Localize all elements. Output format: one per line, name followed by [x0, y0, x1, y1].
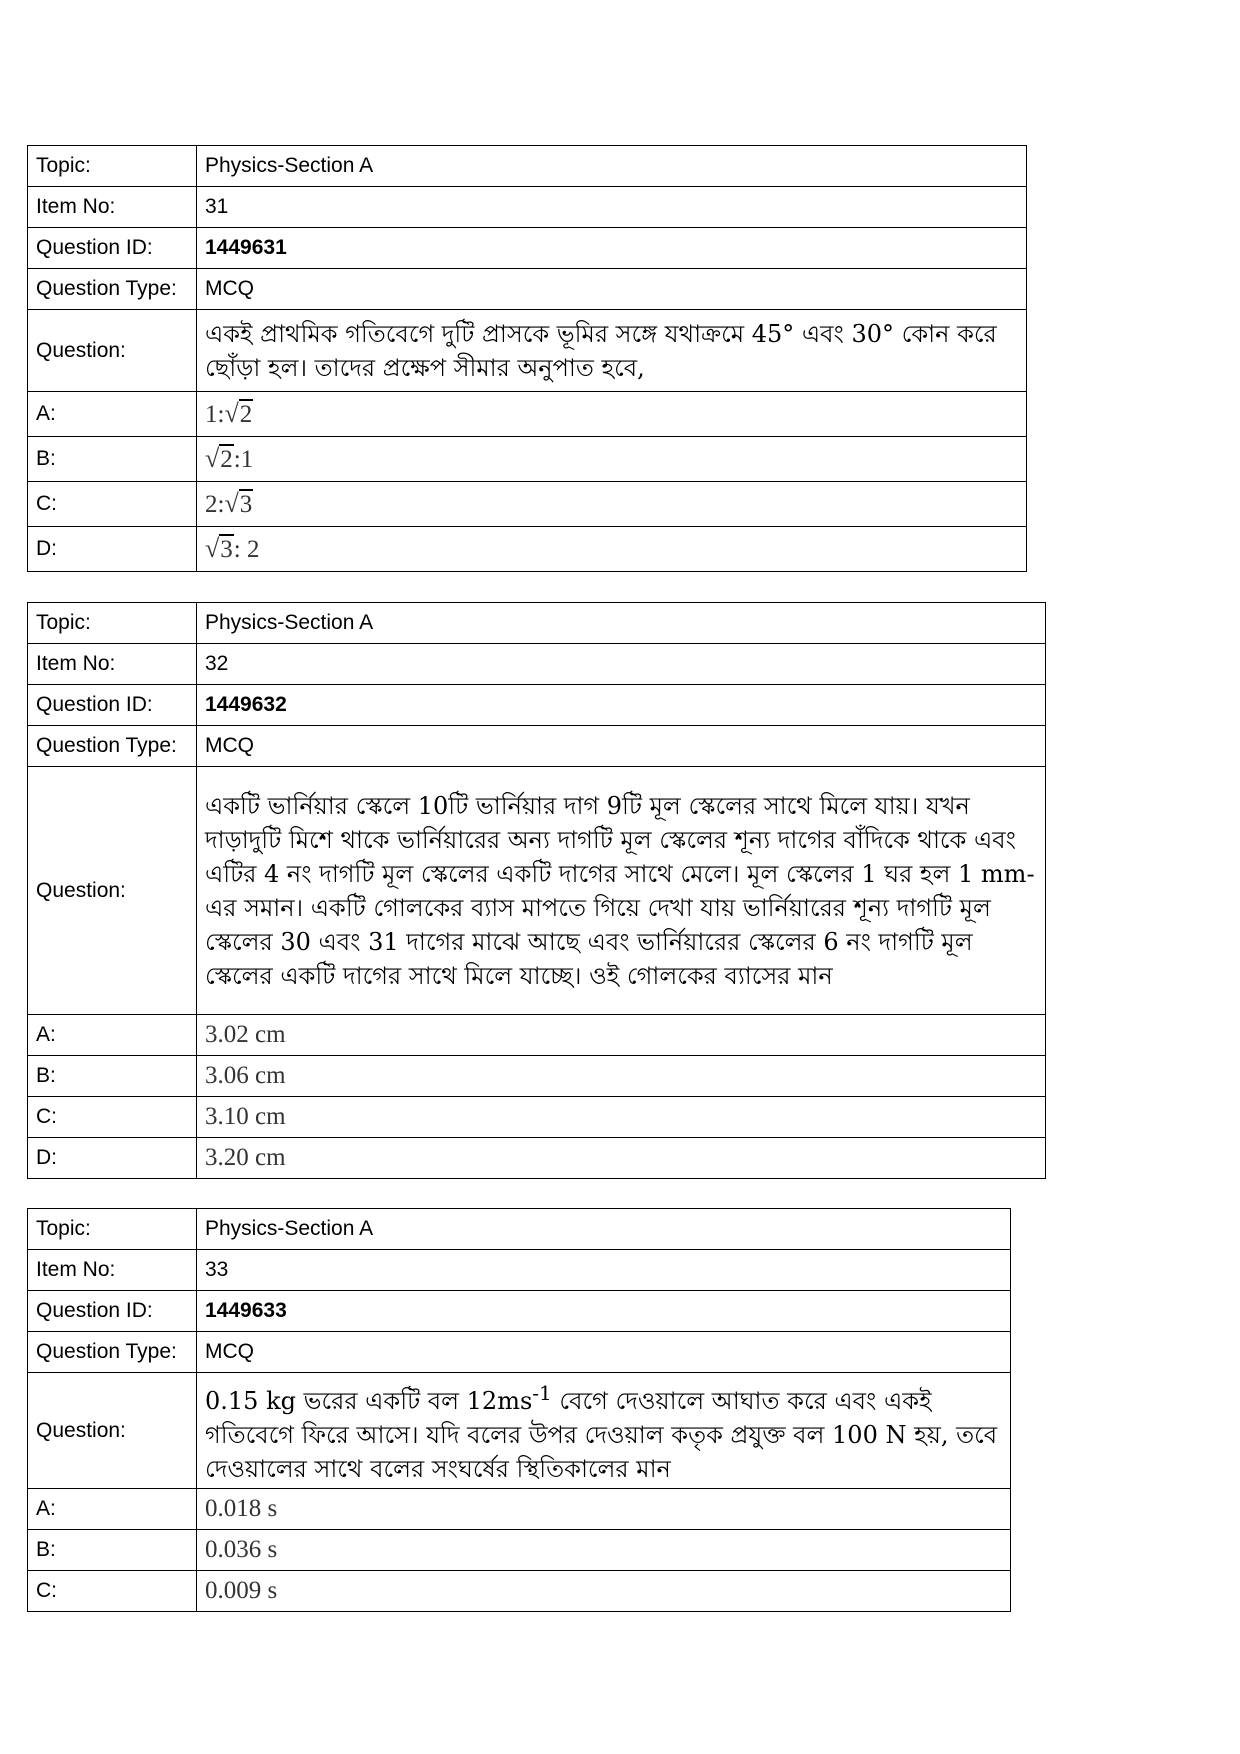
option-b-value: 0.036 s [197, 1530, 1011, 1571]
topic-value: Physics-Section A [197, 603, 1046, 644]
question-id-label: Question ID: [28, 228, 197, 269]
option-c-label: C: [28, 482, 197, 527]
item-no-value: 32 [197, 644, 1046, 685]
item-no-value: 33 [197, 1250, 1011, 1291]
item-no-label: Item No: [28, 1250, 197, 1291]
question-id-label: Question ID: [28, 1291, 197, 1332]
question-table-32 [27, 602, 1046, 1179]
topic-label: Topic: [28, 1209, 197, 1250]
option-c-label: C: [28, 1097, 197, 1138]
option-d-label: D: [28, 1138, 197, 1179]
item-no-value: 31 [197, 187, 1027, 228]
option-b-value: √2:1 [197, 437, 1027, 482]
option-c-value: 0.009 s [197, 1571, 1011, 1612]
question-id-value: 1449631 [197, 228, 1027, 269]
topic-value: Physics-Section A [197, 1209, 1011, 1250]
question-type-label: Question Type: [28, 1332, 197, 1373]
option-d-label: D: [28, 527, 197, 572]
option-c-value: 2:√3 [197, 482, 1027, 527]
topic-label: Topic: [28, 146, 197, 187]
option-d-value: √3: 2 [197, 527, 1027, 572]
question-type-value: MCQ [197, 1332, 1011, 1373]
option-a-value: 1:√2 [197, 392, 1027, 437]
question-table-31 [27, 145, 1027, 572]
item-no-label: Item No: [28, 187, 197, 228]
option-b-label: B: [28, 1056, 197, 1097]
option-c-value: 3.10 cm [197, 1097, 1046, 1138]
option-d-value: 3.20 cm [197, 1138, 1046, 1179]
option-b-label: B: [28, 437, 197, 482]
option-a-label: A: [28, 1489, 197, 1530]
question-text: একই প্রাথমিক গতিবেগে দুটি প্রাসকে ভূমির সঙ্গে যথাক্রমে 45° এবং 30° কোন করে ছোঁড়া হল। তাদের প্রক্ষেপ সীমার অনুপাত হবে, [197, 310, 1027, 392]
option-a-label: A: [28, 1015, 197, 1056]
topic-label: Topic: [28, 603, 197, 644]
question-id-value: 1449633 [197, 1291, 1011, 1332]
option-b-label: B: [28, 1530, 197, 1571]
topic-value: Physics-Section A [197, 146, 1027, 187]
question-type-label: Question Type: [28, 269, 197, 310]
question-table-33 [27, 1208, 1011, 1612]
question-id-label: Question ID: [28, 685, 197, 726]
question-label: Question: [28, 767, 197, 1015]
question-type-value: MCQ [197, 269, 1027, 310]
question-text: একটি ভার্নিয়ার স্কেলে 10টি ভার্নিয়ার দাগ 9টি মূল স্কেলের সাথে মিলে যায়। যখন দাড়াদুটি মিশে থাকে ভার্নিয়ারের অন্য দাগটি মূল স্কেলের শূন্য দাগের বাঁদিকে থাকে এবং এটির 4 নং দাগটি মূল স্কেলের একটি দাগের সাথে মেলে। মূল স্কেলের 1 ঘর হল 1 mm-এর সমান। একটি গোলকের ব্যাস মাপতে গিয়ে দেখা যায় ভার্নিয়ারের শূন্য দাগটি মূল স্কেলের 30 এবং 31 দাগের মাঝে আছে এবং ভার্নিয়ারের স্কেলের 6 নং দাগটি মূল স্কেলের একটি দাগের সাথে মিলে যাচ্ছে। ওই গোলকের ব্যাসের মান [197, 767, 1046, 1015]
question-text: 0.15 kg ভরের একটি বল $12ms^{-1}$ বেগে দেওয়ালে আঘাত করে এবং একই গতিবেগে ফিরে আসে। যদি বলের উপর দেওয়াল কতৃক প্রযুক্ত বল 100 N হয়, তবে দেওয়ালের সাথে বলের সংঘর্ষের স্থিতিকালের মান [197, 1373, 1011, 1489]
item-no-label: Item No: [28, 644, 197, 685]
option-a-value: 0.018 s [197, 1489, 1011, 1530]
option-a-value: 3.02 cm [197, 1015, 1046, 1056]
option-b-value: 3.06 cm [197, 1056, 1046, 1097]
question-label: Question: [28, 1373, 197, 1489]
question-type-label: Question Type: [28, 726, 197, 767]
question-type-value: MCQ [197, 726, 1046, 767]
option-a-label: A: [28, 392, 197, 437]
question-id-value: 1449632 [197, 685, 1046, 726]
question-label: Question: [28, 310, 197, 392]
option-c-label: C: [28, 1571, 197, 1612]
